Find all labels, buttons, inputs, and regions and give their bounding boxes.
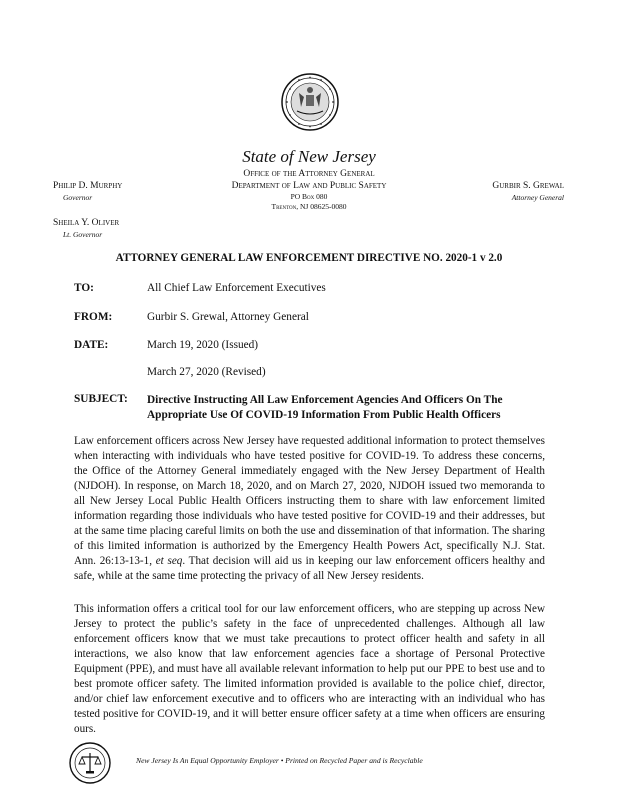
state-title: State of New Jersey bbox=[242, 147, 376, 166]
to-label: TO: bbox=[74, 282, 94, 294]
paragraph-1-text-b: . That decision will aid us in keeping our law enforcement officers healthy and safe, while at the same time protecting the privacy of all New Jersey residents. bbox=[74, 555, 545, 582]
lt-governor-name: Sheila Y. Oliver bbox=[53, 218, 120, 228]
from-value: Gurbir S. Grewal, Attorney General bbox=[147, 311, 309, 323]
governor-name: Philip D. Murphy bbox=[53, 181, 123, 191]
paragraph-1-text-a: Law enforcement officers across New Jersey have requested additional information to protect themselves when interacting with individuals who have tested positive for COVID-19. To address these concerns, the Office of the Attorney General immediately engaged with the New Jersey Department of Health (NJDOH). In response, on March 18, 2020, and on March 27, 2020, NJDOH issued two memoranda to all New Jersey Local Public Health Officers instructing them to share with law enforcement limited information regarding those individuals who have tested positive for COVID-19 and their addresses, but at the same time placing careful limits on both the use and dissemination of that information. The sharing of this limited information is authorized by the Emergency Health Powers Act, specifically N.J. Stat. Ann. 26:13-13-1, bbox=[74, 435, 545, 567]
from-label: FROM: bbox=[74, 311, 113, 323]
body-paragraph-1 bbox=[74, 434, 545, 584]
justice-seal-icon bbox=[69, 742, 111, 784]
date-label: DATE: bbox=[74, 339, 109, 351]
attorney-general-role: Attorney General bbox=[511, 193, 564, 202]
city-address: Trenton, NJ 08625-0080 bbox=[271, 202, 347, 211]
state-seal-icon bbox=[281, 73, 339, 131]
governor-block bbox=[53, 181, 122, 240]
paragraph-1-italic: et seq bbox=[155, 555, 183, 567]
lt-governor-role: Lt. Governor bbox=[63, 230, 103, 239]
subject-value: Directive Instructing All Law Enforcement Agencies And Officers On The Appropriate Use Of COVID-19 Information From Public Health Officers bbox=[147, 394, 503, 421]
department-name: Department of Law and Public Safety bbox=[231, 181, 387, 191]
office-name: Office of the Attorney General bbox=[243, 169, 375, 179]
body-paragraph-2: This information offers a critical tool for our law enforcement officers, who are stepping up across New Jersey to protect the public’s safety in the face of unprecedented challenges. Although all law enforcement officers know that we must take precautions to protect officer health and safety in all interactions, we also know that law enforcement agencies face a shortage of Personal Protective Equipment (PPE), and must have all available relevant information to help put our PPE to best use and to best promote officer safety. The limited information provided is available to the police chief, director, and/or chief law enforcement executive and to officers who are interacting with an individual who has tested positive for COVID-19, and it will better ensure officer safety at a time when officers are ensuring ours. bbox=[74, 603, 545, 735]
date-issued: March 19, 2020 (Issued) bbox=[147, 339, 259, 351]
governor-role: Governor bbox=[63, 193, 93, 202]
attorney-general-name: Gurbir S. Grewal bbox=[492, 181, 564, 191]
directive-title: ATTORNEY GENERAL LAW ENFORCEMENT DIRECTIVE NO. 2020-1 v 2.0 bbox=[115, 252, 503, 264]
attorney-general-block bbox=[492, 181, 564, 203]
po-box: PO Box 080 bbox=[290, 192, 328, 201]
to-value: All Chief Law Enforcement Executives bbox=[147, 282, 326, 294]
subject-label: SUBJECT: bbox=[74, 393, 128, 405]
date-revised: March 27, 2020 (Revised) bbox=[147, 366, 266, 378]
footer-text: New Jersey Is An Equal Opportunity Employer • Printed on Recycled Paper and is Recyclable bbox=[136, 756, 423, 765]
